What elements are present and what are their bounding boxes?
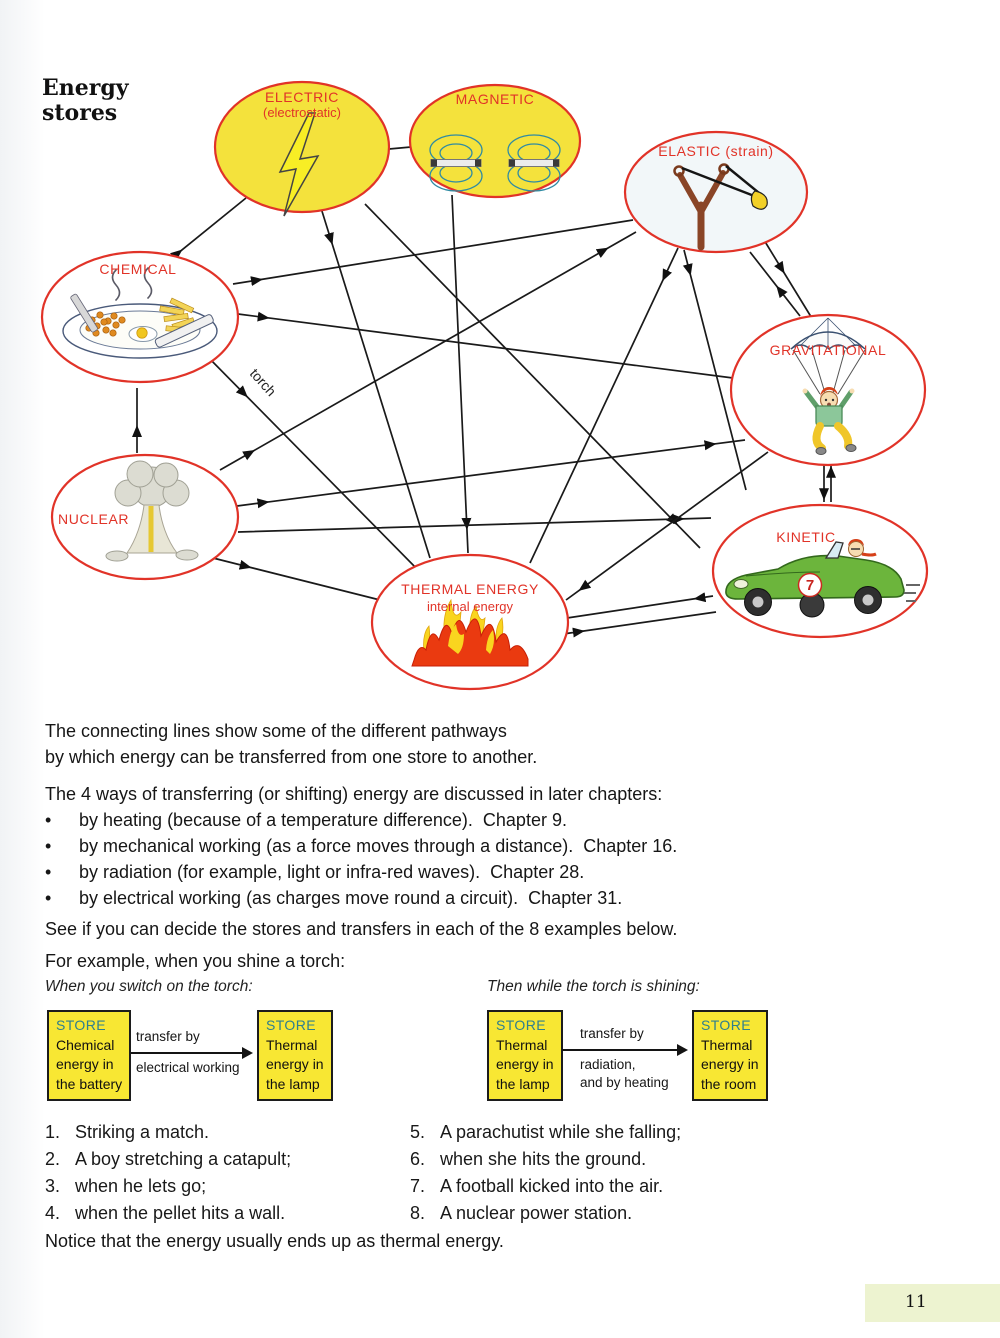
transfer-line-13	[530, 248, 678, 563]
list-item: 5. A parachutist while she falling;	[410, 1122, 682, 1142]
page-title-line2: stores	[42, 100, 118, 126]
store-label: STORE	[701, 1017, 751, 1033]
transfer-line-16	[750, 252, 800, 316]
store-label: STORE	[266, 1017, 316, 1033]
see-line: See if you can decide the stores and transfers in each of the 8 examples below.	[45, 919, 678, 939]
transfer-line-6	[238, 314, 733, 378]
energy-store-sublabel-thermal: internal energy	[427, 599, 513, 614]
transfer-line-11	[213, 558, 380, 600]
intro-line2: by which energy can be transferred from one store to another.	[45, 747, 538, 767]
list-item: 6. when she hits the ground.	[410, 1149, 647, 1169]
list-item: 4. when the pellet hits a wall.	[45, 1203, 286, 1223]
notice-line: Notice that the energy usually ends up as thermal energy.	[45, 1231, 504, 1251]
list-item: 3. when he lets go;	[45, 1176, 207, 1196]
list-item: 8. A nuclear power station.	[410, 1203, 633, 1223]
intro-paragraph	[45, 718, 537, 770]
transfer-arrow-1	[131, 1052, 243, 1054]
transfer-line-21	[567, 596, 713, 618]
store-label: STORE	[56, 1017, 106, 1033]
transfer-arrow-1-label-above: transfer by	[136, 1029, 200, 1044]
page-title-line1: Energy	[42, 75, 129, 101]
transfer-line-12	[238, 518, 711, 532]
energy-store-label-chemical: CHEMICAL	[99, 261, 177, 277]
energy-store-label-gravitational: GRAVITATIONAL	[769, 342, 887, 358]
car-number: 7	[805, 577, 815, 594]
transfer-line-1	[172, 198, 246, 258]
store-box-thermal-lamp-1: STORE Thermal energy in the lamp	[257, 1010, 333, 1101]
for-example-line: For example, when you shine a torch:	[45, 951, 346, 971]
list-item: 2. A boy stretching a catapult;	[45, 1149, 292, 1169]
store-box-chemical-battery: STORE Chemical energy in the battery	[47, 1010, 131, 1101]
examples-column-right	[410, 1119, 681, 1227]
energy-store-label-kinetic: KINETIC	[776, 529, 836, 545]
energy-store-sublabel-electric: (electrostatic)	[262, 105, 342, 120]
transfer-arrow-2-label-below2: and by heating	[580, 1075, 669, 1090]
energy-store-label-nuclear: NUCLEAR	[58, 511, 130, 527]
transfer-way-item: • by radiation (for example, light or infra-red waves). Chapter 28.	[45, 859, 677, 885]
list-item: 1. Striking a match.	[45, 1122, 210, 1142]
transfer-arrow-2	[562, 1049, 678, 1051]
transfer-arrow-2-label-below1: radiation,	[580, 1057, 636, 1072]
transfer-ways-heading: The 4 ways of transferring (or shifting) energy are discussed in later chapters:	[45, 784, 663, 804]
intro-line1: The connecting lines show some of the different pathways	[45, 721, 507, 741]
transfer-line-10	[237, 440, 745, 506]
transfer-ways-section	[45, 781, 677, 911]
energy-store-label-magnetic: MAGNETIC	[455, 91, 535, 107]
transfer-way-item: • by heating (because of a temperature difference). Chapter 9.	[45, 807, 677, 833]
transfer-way-item: • by mechanical working (as a force moves through a distance). Chapter 16.	[45, 833, 677, 859]
examples-column-left	[45, 1119, 291, 1227]
energy-store-label-thermal: THERMAL ENERGY	[401, 581, 539, 597]
energy-store-label-electric: ELECTRIC	[264, 89, 340, 105]
store-label: STORE	[496, 1017, 546, 1033]
energy-store-label-elastic: ELASTIC (strain)	[658, 143, 774, 159]
transfer-arrow-1-label-below: electrical working	[136, 1060, 240, 1075]
page-number: 11	[905, 1292, 927, 1312]
store-box-thermal-room: STORE Thermal energy in the room	[692, 1010, 768, 1101]
page-number-band	[865, 1284, 1000, 1322]
left-caption: When you switch on the torch:	[45, 978, 253, 995]
store-box-thermal-lamp-2: STORE Thermal energy in the lamp	[487, 1010, 563, 1101]
list-item: 7. A football kicked into the air.	[410, 1176, 664, 1196]
torch-label: torch	[246, 365, 280, 400]
right-caption: Then while the torch is shining:	[487, 978, 700, 995]
transfer-way-item: • by electrical working (as charges move round a circuit). Chapter 31.	[45, 885, 677, 911]
transfer-line-0	[389, 147, 411, 149]
transfer-arrow-2-label-above: transfer by	[580, 1026, 644, 1041]
